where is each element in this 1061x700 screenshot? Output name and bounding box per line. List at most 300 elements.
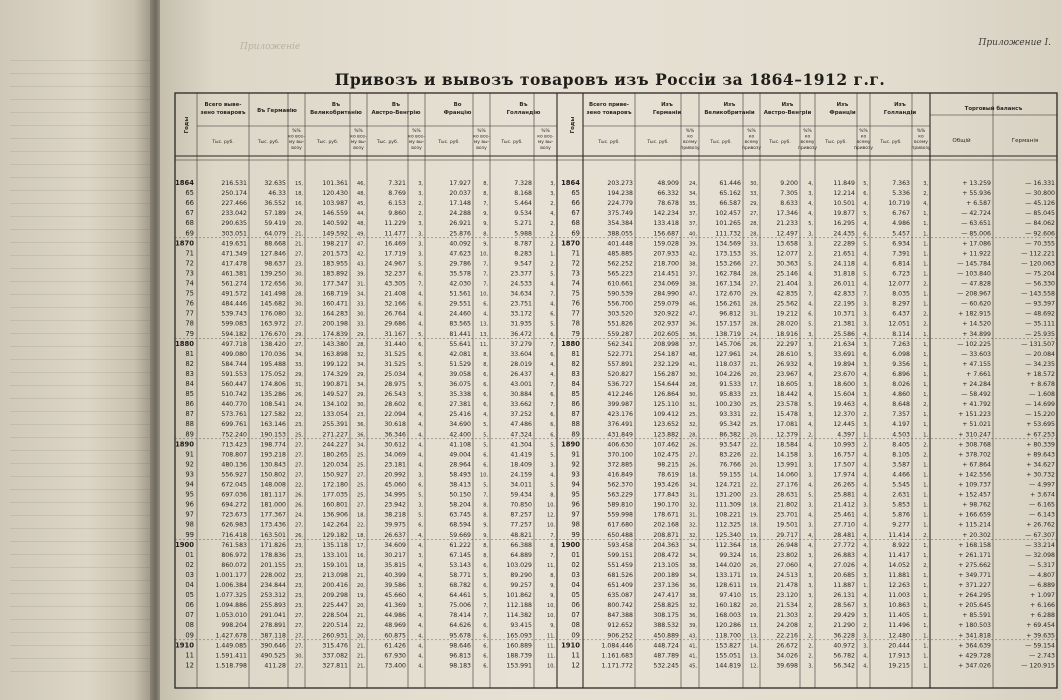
cell-import-france: 21.290 [833,622,855,630]
cell-import-germany: 159.028 [653,240,679,248]
cell-import-austria: 27.060 [776,561,798,569]
cell-export-holland-pct: 2, [550,241,555,248]
year-label-imports: 1910 [561,641,580,650]
cell-import-holland-pct: 1, [923,522,928,529]
cell-export-germany: 127.582 [260,411,286,419]
cell-export-holland-pct: 8, [550,542,555,549]
year-label-imports: 89 [571,430,580,439]
cell-export-austria: 25.034 [384,370,406,378]
units-label: Тыс. руб. [880,140,902,145]
cell-export-holland-pct: 3, [550,181,555,187]
cell-export-austria: 22.094 [384,411,406,419]
cell-import-germany: 487.789 [653,652,679,660]
cell-export-holland: 43.001 [510,381,532,388]
cell-import-france-pct: 3, [863,341,868,348]
cell-export-austria-pct: 6, [418,482,423,489]
cell-export-holland: 37.279 [510,340,532,348]
percent-units-label: возу [476,145,487,151]
cell-import-britain: 66.587 [719,200,741,208]
percent-units-label: %% [354,129,363,134]
cell-export-germany: 278.891 [260,622,286,630]
cell-total-import: 372.885 [607,461,633,469]
year-label-imports: 09 [571,631,580,640]
cell-balance-total: + 349.771 [958,571,991,579]
year-label: 76 [185,299,194,308]
cell-import-france: 24.118 [833,260,855,268]
year-label: 72 [185,259,194,268]
cell-balance-germany: — 56.330 [1025,280,1055,288]
cell-import-britain-pct: 23, [750,392,758,399]
cell-import-austria: 14.158 [776,451,798,459]
cell-total-import: 681.526 [607,571,633,579]
cell-import-france: 31.818 [833,270,855,278]
cell-export-holland-pct: 7, [550,552,555,559]
cell-export-germany: 181.117 [260,491,286,499]
cell-export-holland-pct: 6, [550,412,555,419]
cell-import-austria: 8.633 [780,200,798,208]
cell-import-france-pct: 6, [863,351,868,358]
cell-balance-germany: + 1.097 [1030,592,1055,600]
cell-import-austria-pct: 4, [808,301,813,308]
cell-import-france: 21.651 [833,250,855,258]
units-label: Тыс. руб. [438,140,460,145]
cell-import-britain: 118.700 [715,632,741,640]
cell-total-export: 250.174 [221,190,247,198]
cell-balance-germany: — 25.935 [1025,330,1055,338]
cell-import-holland: 7.357 [892,411,910,419]
cell-export-austria-pct: 5, [418,392,423,399]
cell-balance-total: + 20.302 [962,531,991,539]
cell-export-france: 36.075 [449,381,471,388]
year-label-imports: 67 [571,209,580,218]
cell-export-britain-pct: 19, [357,593,365,600]
cell-export-germany-pct: 30, [295,271,303,278]
cell-total-export: 1.518.798 [215,662,247,670]
cell-export-holland-pct: 3, [550,462,555,469]
cell-import-britain-pct: 25, [750,402,758,409]
year-label: 84 [185,380,194,388]
cell-import-holland: 8.648 [892,401,910,409]
cell-import-holland: 8.035 [892,290,910,298]
cell-export-austria: 30.217 [384,551,406,559]
cell-export-france: 29.551 [449,300,471,308]
cell-export-france-pct: 7, [483,281,488,288]
cell-export-holland: 188.739 [506,652,532,660]
cell-import-austria-pct: 3, [808,593,813,600]
cell-import-france: 4.397 [837,431,855,439]
cell-balance-germany: — 120.063 [1021,260,1055,268]
percent-units-label: %% [412,129,421,134]
percent-units-label: привозу [680,145,700,151]
cell-import-austria: 18.916 [776,330,798,338]
year-label-imports: 92 [571,460,580,469]
cell-export-germany: 176.080 [260,310,286,318]
year-header-imports: Годы [570,116,576,134]
cell-export-britain-pct: 29, [357,371,365,378]
cell-export-france-pct: 8, [483,361,488,368]
cell-export-austria: 40.399 [384,571,406,579]
cell-balance-germany: + 80.339 [1026,441,1055,449]
cell-import-austria: 13.658 [776,240,798,248]
cell-total-export: 697.036 [221,491,247,499]
cell-import-austria-pct: 3, [808,412,813,419]
cell-import-germany: 98.215 [657,461,679,469]
cell-export-germany-pct: 27, [295,341,303,348]
cell-import-germany: 109.412 [653,411,679,419]
cell-import-britain: 134.569 [715,240,741,248]
cell-import-germany: 320.922 [653,310,679,318]
cell-balance-total: — 47.828 [961,280,991,288]
cell-export-holland: 101.862 [506,592,532,600]
cell-export-austria-pct: 3, [418,231,423,238]
cell-import-france: 17.974 [833,471,855,479]
cell-export-britain-pct: 29, [357,331,365,338]
cell-import-holland-pct: 1, [923,432,928,439]
cell-import-germany: 66.332 [657,190,679,198]
column-group-header: Изъ [836,102,849,108]
cell-export-france: 55.641 [449,340,471,348]
cell-export-france: 49.004 [449,451,471,459]
cell-export-britain-pct: 18, [357,562,365,569]
cell-import-holland: 9.356 [892,360,910,368]
cell-import-france-pct: 1, [863,583,868,589]
cell-export-holland: 9.534 [514,210,532,218]
cell-export-austria-pct: 2, [418,201,423,208]
cell-import-britain-pct: 30, [750,181,758,187]
cell-import-holland-pct: 1, [923,552,928,559]
cell-import-britain-pct: 19, [750,613,758,620]
cell-export-france-pct: 7, [483,613,488,620]
year-label-imports: 1864 [561,179,580,187]
cell-export-austria-pct: 4, [418,593,423,600]
cell-export-germany: 170.036 [260,350,286,358]
cell-export-france-pct: 11, [480,341,488,348]
cell-export-britain-pct: 16, [357,552,365,559]
cell-export-austria: 16.469 [384,240,406,248]
cell-total-export: 539.743 [221,310,247,318]
cell-total-import: 399.987 [607,401,633,409]
cell-import-germany: 450.889 [653,632,679,640]
cell-import-holland: 6.437 [892,310,910,318]
cell-export-holland: 153.991 [506,662,532,670]
year-label-imports: 66 [571,199,580,208]
cell-import-germany-pct: 31, [689,402,697,409]
cell-balance-total: + 115.214 [958,521,991,529]
cell-export-britain: 177.347 [322,280,348,288]
cell-import-germany: 154.644 [653,381,679,388]
cell-export-britain-pct: 32, [357,351,365,358]
cell-export-austria: 23.942 [384,501,406,509]
cell-import-holland-pct: 1, [923,472,928,479]
cell-balance-total: + 98.762 [962,501,991,509]
cell-export-britain: 136.906 [322,511,348,519]
cell-import-austria: 26.672 [776,642,798,650]
cell-import-france-pct: 4, [863,562,868,569]
cell-import-germany-pct: 48, [689,351,697,358]
cell-import-holland-pct: 1, [923,572,928,579]
cell-export-france-pct: 7, [483,492,488,499]
cell-import-britain-pct: 19, [750,532,758,539]
cell-export-holland: 48.821 [510,531,532,539]
cell-import-germany-pct: 27, [689,452,697,459]
percent-units-label: %% [541,129,550,134]
cell-import-austria: 28.020 [776,320,798,328]
cell-export-austria-pct: 6, [418,351,423,358]
cell-export-austria-pct: 4, [418,452,423,459]
cell-export-germany: 173.436 [260,521,286,529]
year-label-imports: 88 [571,420,580,429]
cell-balance-germany: — 143.558 [1021,290,1055,298]
cell-balance-total: + 166.659 [958,511,991,519]
cell-total-import: 906.252 [607,632,633,640]
cell-import-holland: 11.417 [888,551,910,559]
cell-import-austria: 23.802 [776,551,798,559]
cell-import-britain: 112.325 [715,521,741,529]
cell-export-france: 58.204 [449,501,471,509]
cell-import-france: 28.567 [833,602,855,610]
year-label-imports: 07 [571,611,580,620]
cell-export-france: 67.145 [449,551,471,559]
cell-export-germany-pct: 20, [295,221,303,228]
cell-import-austria: 25.146 [776,270,798,278]
cell-export-austria-pct: 3, [418,191,423,198]
cell-import-holland-pct: 3, [923,181,928,187]
year-label: 77 [185,309,194,318]
cell-export-britain: 103.987 [322,200,348,208]
cell-total-export: 1.591.411 [215,652,247,660]
cell-export-holland-pct: 5, [550,452,555,459]
cell-balance-total: + 261.171 [958,551,991,559]
cell-import-germany-pct: 35, [689,201,697,208]
units-label: Тыс. руб. [825,140,847,145]
cell-balance-germany: — 6.889 [1029,582,1055,589]
cell-import-austria: 24.208 [776,622,798,630]
cell-import-holland: 12.077 [888,280,910,288]
cell-export-holland-pct: 8, [550,572,555,579]
cell-export-britain-pct: 18, [357,512,365,519]
percent-units-label: ко [748,134,755,140]
year-label: 71 [185,249,194,258]
cell-import-holland: 11.496 [888,622,910,630]
cell-import-germany: 200.189 [653,571,679,579]
cell-import-germany: 208.472 [653,551,679,559]
cell-import-britain: 145.706 [715,340,741,348]
cell-import-germany: 234.069 [653,280,679,288]
cell-import-germany: 125.110 [653,401,679,409]
cell-import-britain: 91.533 [719,381,741,388]
cell-import-austria: 17.346 [776,210,798,218]
cell-import-britain: 173.153 [715,250,741,258]
cell-import-britain: 86.382 [719,431,741,439]
cell-export-holland-pct: 7, [550,341,555,348]
cell-export-austria: 34.069 [384,451,406,459]
cell-export-germany-pct: 22, [295,412,303,419]
cell-import-france: 23.670 [833,370,855,378]
cell-total-import: 562.252 [607,260,633,268]
cell-balance-germany: + 30.732 [1026,471,1055,479]
cell-import-austria-pct: 3, [808,382,813,388]
cell-export-austria-pct: 6, [418,301,423,308]
cell-export-france-pct: 7, [483,201,488,208]
cell-import-austria-pct: 4, [808,361,813,368]
cell-import-france-pct: 4, [863,512,868,519]
cell-export-britain: 168.719 [322,290,348,298]
cell-export-austria: 7.321 [388,180,406,187]
cell-import-austria: 15.478 [776,411,798,419]
cell-export-britain-pct: 45, [357,201,365,208]
cell-import-france: 24.435 [833,230,855,238]
cell-export-germany-pct: 27, [295,613,303,620]
cell-import-britain: 138.719 [715,330,741,338]
cell-import-germany-pct: 30, [689,392,697,399]
column-group-header: Австро-Венгрію [371,110,421,116]
cell-import-austria: 24.513 [776,571,798,579]
cell-export-france-pct: 6, [483,562,488,569]
cell-balance-total: — 33.603 [961,350,991,358]
cell-total-import: 557.891 [607,360,633,368]
cell-export-britain: 209.298 [322,592,348,600]
year-label: 07 [185,611,194,620]
cell-export-france-pct: 9, [483,522,488,529]
cell-import-britain-pct: 20, [750,432,758,439]
cell-balance-germany: — 5.317 [1029,561,1055,569]
cell-total-import: 559.287 [607,330,633,338]
cell-import-holland: 5.853 [892,501,910,509]
cell-export-france: 35.338 [449,391,471,399]
cell-import-britain: 93.547 [719,441,741,449]
cell-import-france: 26.883 [833,551,855,559]
percent-units-label: всему [914,140,928,146]
cell-import-britain-pct: 22, [750,452,758,459]
cell-import-germany-pct: 39, [689,623,697,630]
cell-import-germany: 123.652 [653,421,679,429]
cell-export-germany: 253.312 [260,592,286,600]
cell-export-holland: 112.188 [506,602,532,610]
cell-balance-total: — 208.967 [957,290,991,298]
year-label-imports: 69 [571,229,580,238]
cell-import-austria: 21.303 [776,612,798,620]
cell-export-holland: 37.252 [510,411,532,419]
cell-export-germany: 88.668 [264,240,286,248]
cell-import-france-pct: 3, [863,633,868,640]
percent-units-label: всему [744,140,759,146]
cell-export-france-pct: 9, [483,241,488,248]
cell-export-germany: 32.635 [264,180,286,187]
cell-export-holland-pct: 10, [547,522,555,529]
cell-import-austria-pct: 4, [808,392,813,399]
cell-export-germany: 177.367 [260,511,286,519]
cell-import-france-pct: 4, [863,261,868,268]
cell-export-germany: 163.972 [260,320,286,328]
cell-import-france: 27.026 [833,561,855,569]
column-group-header: Въ [331,102,341,108]
year-label: 88 [185,420,194,429]
year-label: 09 [185,631,194,640]
cell-import-france: 12.445 [833,421,855,429]
cell-import-britain: 61.446 [719,180,741,187]
cell-export-holland: 165.093 [506,632,532,640]
cell-import-austria-pct: 3, [808,281,813,288]
cell-total-import: 562.341 [607,340,633,348]
cell-export-holland-pct: 9, [550,593,555,600]
cell-import-britain: 93.331 [719,411,741,419]
cell-import-france: 19.894 [833,360,855,368]
year-label: 86 [185,400,194,409]
cell-balance-germany: + 18.572 [1026,370,1055,378]
year-label: 91 [185,450,194,459]
cell-total-import: 562.370 [607,481,633,489]
cell-export-germany-pct: 23, [295,603,303,610]
cell-import-austria-pct: 5, [808,321,813,328]
cell-export-france: 53.143 [449,561,471,569]
cell-balance-total: + 151.223 [958,411,991,419]
cell-balance-germany: — 15.220 [1025,411,1055,419]
cell-export-germany-pct: 21, [295,231,303,238]
cell-export-austria-pct: 4, [418,572,423,579]
cell-balance-total: + 371.227 [958,582,991,589]
cell-import-austria: 18.605 [776,381,798,388]
percent-units-label: ко все- [537,134,554,140]
cell-export-britain-pct: 43, [357,261,365,268]
cell-import-france-pct: 4, [863,663,868,670]
cell-import-britain: 65.162 [719,190,741,198]
cell-import-austria-pct: 3, [808,231,813,238]
cell-export-germany: 163.501 [260,531,286,539]
cell-import-holland: 19.215 [888,662,910,670]
cell-import-holland-pct: 2, [923,562,928,569]
cell-total-export: 417.478 [221,260,247,268]
cell-import-britain-pct: 13, [750,653,758,660]
cell-export-france: 95.678 [449,632,471,640]
cell-export-france-pct: 6, [483,583,488,589]
cell-balance-germany: + 53.695 [1026,421,1055,429]
column-group-header: Великобританію [310,110,362,116]
cell-export-holland: 23.751 [510,300,532,308]
cell-import-britain: 108.221 [715,511,741,519]
cell-export-france-pct: 9, [483,221,488,228]
cell-import-holland-pct: 1, [923,271,928,278]
cell-export-austria-pct: 3, [418,181,423,187]
cell-total-import: 370.100 [607,451,633,459]
cell-import-britain-pct: 31, [750,311,758,318]
cell-total-import: 650.488 [607,531,633,539]
cell-balance-germany: — 48.692 [1025,310,1055,318]
cell-export-france-pct: 4, [483,311,488,318]
year-label: 66 [185,199,194,208]
cell-import-france-pct: 4, [863,251,868,258]
cell-import-britain-pct: 27, [750,261,758,268]
cell-export-france: 29.786 [449,260,471,268]
cell-import-austria: 28.631 [776,491,798,499]
cell-total-import: 401.448 [607,240,633,248]
cell-export-austria-pct: 5, [418,331,423,338]
cell-import-britain-pct: 13, [750,633,758,640]
cell-export-france-pct: 6, [483,653,488,660]
page-title: Привозъ и вывозъ товаровъ изъ Россіи за 1864–1912 г.г. [334,70,886,89]
cell-export-germany-pct: 23, [295,422,303,429]
cell-export-holland: 93.415 [510,622,532,630]
cell-export-austria: 31.525 [384,350,406,358]
cell-export-germany-pct: 31, [295,382,303,388]
cell-import-germany-pct: 26, [689,442,697,449]
cell-import-holland: 20.444 [888,642,910,650]
cell-export-holland-pct: 12, [547,512,555,519]
cell-import-germany-pct: 37, [689,341,697,348]
cell-import-holland-pct: 1, [923,291,928,298]
percent-units-label: ко [860,134,867,140]
cell-import-austria-pct: 4, [808,181,813,187]
cell-import-germany: 247.417 [653,592,679,600]
